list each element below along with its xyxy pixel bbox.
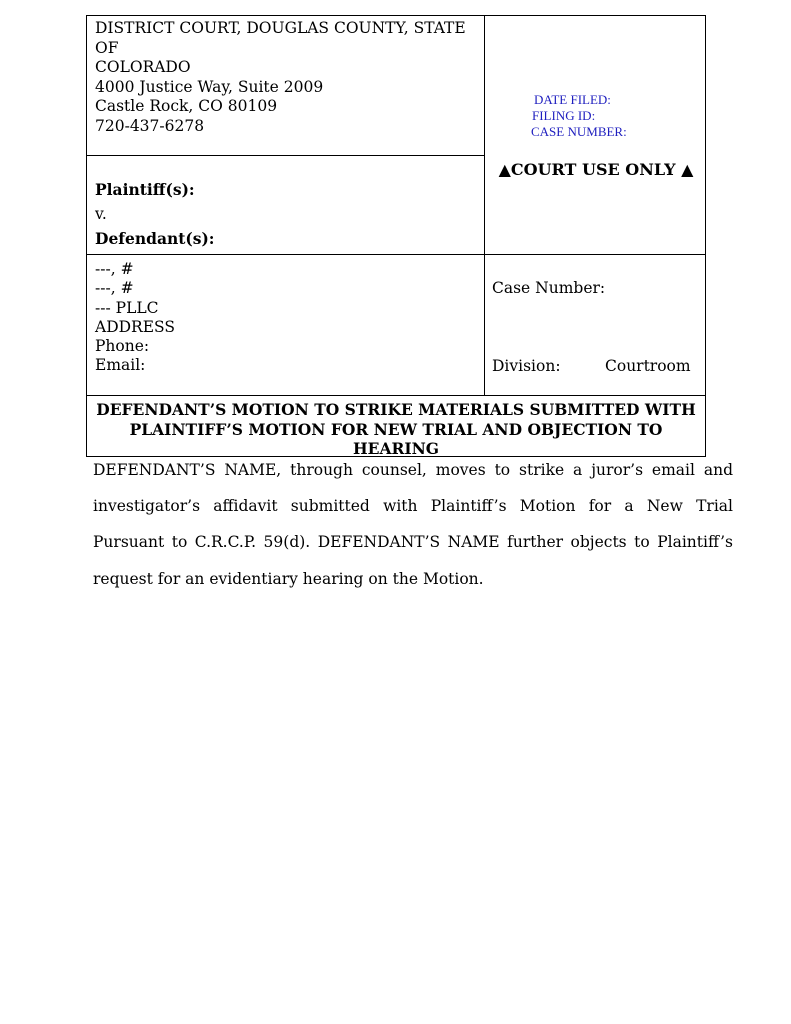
case-number-label: Case Number: xyxy=(492,279,606,297)
title-line-2: PLAINTIFF’S MOTION FOR NEW TRIAL AND OBJECTION TO xyxy=(129,419,663,439)
court-info-divider xyxy=(87,155,484,156)
title-line-3: HEARING xyxy=(352,439,440,459)
attorney-firm: --- PLLC xyxy=(95,298,159,317)
court-information xyxy=(95,19,481,137)
versus-label: v. xyxy=(95,205,107,223)
court-use-only-label: ▲COURT USE ONLY ▲ xyxy=(498,160,694,179)
court-name-line-3: COLORADO xyxy=(95,58,191,77)
attorney-email: Email: xyxy=(95,356,146,375)
attorney-divider xyxy=(87,395,705,396)
attorney-phone: Phone: xyxy=(95,337,150,356)
parties-block xyxy=(95,180,215,248)
filing-id-label: FILING ID: xyxy=(532,108,596,123)
attorney-line-2: ---, # xyxy=(95,279,134,298)
division-label: Division: xyxy=(492,357,561,375)
attorney-address: ADDRESS xyxy=(95,317,175,336)
parties-divider xyxy=(87,254,705,255)
attorney-block xyxy=(95,260,175,376)
document-title xyxy=(87,400,705,459)
date-filed-label: DATE FILED: xyxy=(534,92,611,107)
court-address: 4000 Justice Way, Suite 2009 xyxy=(95,77,324,96)
case-number-stamp-label: CASE NUMBER: xyxy=(531,124,627,139)
court-phone: 720-437-6278 xyxy=(95,116,205,135)
defendant-label: Defendant(s): xyxy=(95,229,215,248)
court-name-line-1: DISTRICT COURT, DOUGLAS COUNTY, STATE xyxy=(95,19,466,37)
courtroom-label: Courtroom xyxy=(605,357,691,375)
title-line-1: DEFENDANT’S MOTION TO STRIKE MATERIALS SUBMITTED WITH xyxy=(96,400,696,419)
case-caption-table xyxy=(86,15,706,457)
attorney-line-1: ---, # xyxy=(95,260,134,278)
caption-column-divider xyxy=(484,16,485,396)
court-name-line-2: OF xyxy=(95,38,119,57)
plaintiff-label: Plaintiff(s): xyxy=(95,180,195,199)
court-city: Castle Rock, CO 80109 xyxy=(95,97,278,116)
motion-body-paragraph: DEFENDANT’S NAME, through counsel, moves to strike a juror’s email and investigator’s affidavit submitted with Plaintiff’s Motion for a New Trial Pursuant to C.R.C.P. 59(d). DEFENDANT’S NAME further objects to Plaintiff’s request for an evidentiary hearing on the Motion. xyxy=(93,461,733,588)
